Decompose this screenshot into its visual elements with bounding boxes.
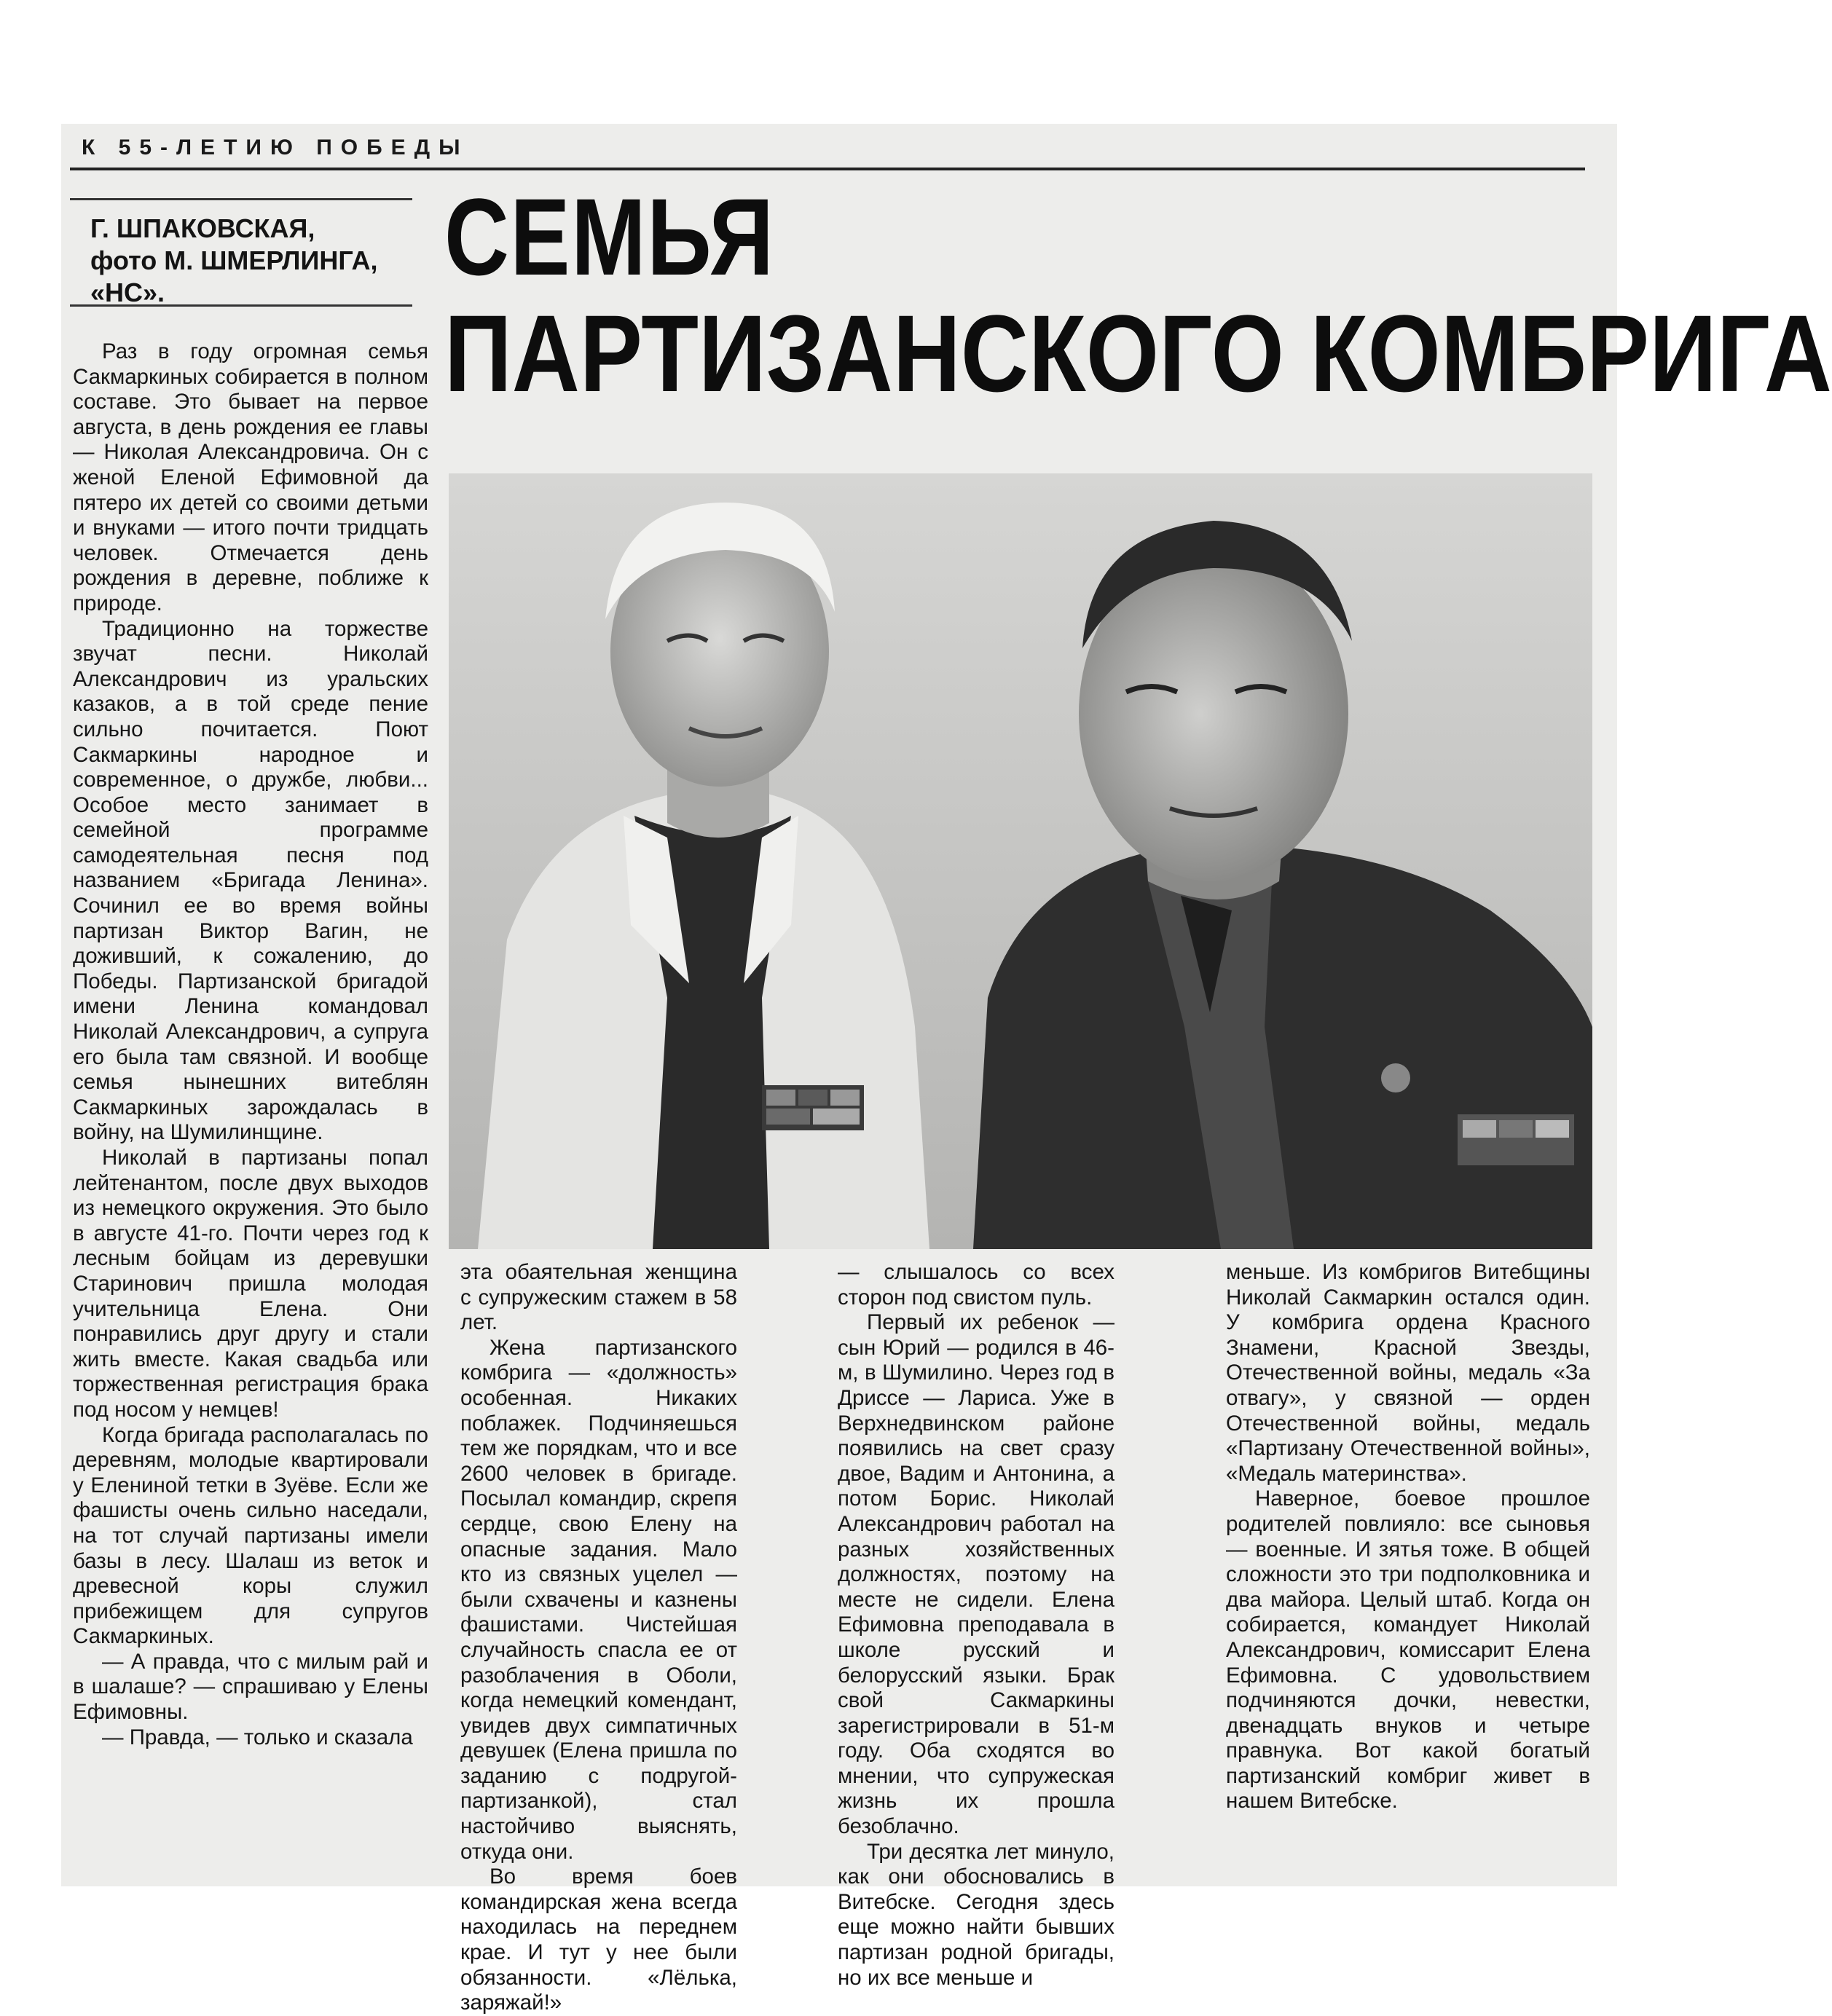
paragraph: Во время боев командирская жена всегда находилась на переднем крае. И тут у нее были обязанности. «Лёлька, заряжай!» xyxy=(460,1865,737,2015)
paragraph: Жена партизанского комбрига — «должность» особенная. Никаких поблажек. Подчиняешься тем же порядкам, что и все 2600 человек в бригаде. Посылал командир, скрепя сердце, свою Елену на опасные задания. Мало кто из связных уцелел — были схвачены и казнены фашистами. Чистейшая случайность спасла ее от разоблачения в Оболи, когда немецкий комендант, увидев двух симпатичных девушек (Елена пришла по заданию с подругой-партизанкой), стал настойчиво выяснять, откуда они. xyxy=(460,1335,737,1864)
paragraph: Когда бригада располагалась по деревням, молодые квартировали у Елениной тетки в Зуёве. Если же фашисты очень сильно наседали, на тот случай партизаны имели базы в лесу. Шалаш из веток и древесной коры служил прибежищем для супругов Сакмаркиных. xyxy=(73,1422,428,1649)
portrait-photo xyxy=(449,473,1592,1249)
byline-author: Г. ШПАКОВСКАЯ, xyxy=(90,213,315,243)
article-column-4 xyxy=(1226,1260,1590,1814)
paragraph: — Правда, — только и сказала xyxy=(102,1725,413,1749)
paragraph: — А правда, что с милым рай и в шалаше? — спрашиваю у Елены Ефимовны. xyxy=(73,1649,428,1725)
article-headline xyxy=(444,176,1832,414)
headline-line-1: СЕМЬЯ xyxy=(444,176,775,298)
paragraph: Раз в году огромная семья Сакмаркиных собирается в полном составе. Это бывает на первое августа, в день рождения ее главы — Николая Александровича. Он с женой Еленой Ефимовной да пятеро их детей со своими детьми и внуками — итого почти тридцать человек. Отмечается день рождения в деревне, поближе к природе. xyxy=(73,339,428,615)
article-column-3 xyxy=(838,1260,1114,1991)
article-column-1 xyxy=(73,339,428,1750)
byline-photo-credit: фото М. ШМЕРЛИНГА, xyxy=(90,245,378,275)
section-rubric: К 55-ЛЕТИЮ ПОБЕДЫ xyxy=(82,135,469,160)
byline-rule-top xyxy=(70,198,412,200)
paragraph: меньше. Из комбригов Витебщины Николай Сакмаркин остался один. У комбрига ордена Красного Знамени, Красной Звезды, Отечественной войны, медаль «За отвагу», у связной — орден Отечественной войны, медаль «Партизану Отечественной войны», «Медаль материнства». xyxy=(1226,1260,1590,1486)
article-column-2 xyxy=(460,1260,737,2016)
byline-rule-bottom xyxy=(70,304,412,307)
portrait-photo-illustration xyxy=(449,473,1592,1249)
header-rule xyxy=(70,168,1585,170)
paragraph: Николай в партизаны попал лейтенантом, после двух выходов из немецкого окружения. Это было в августе 41-го. Почти через год к лесным бойцам из деревушки Старинович пришла молодая учительница Елена. Они понравились друг другу и стали жить вместе. Какая свадьба или торжественная регистрация брака под носом у немцев! xyxy=(73,1146,428,1422)
paragraph: Первый их ребенок — сын Юрий — родился в 46-м, в Шумилино. Через год в Дриссе — Лариса. Уже в Верхнедвинском районе появились на свет сразу двое, Вадим и Антонина, а потом Борис. Николай Александрович работал на разных хозяйственных должностях, поэтому на месте не сидели. Елена Ефимовна преподавала в школе русский и белорусский языки. Брак свой Сакмаркины зарегистрировали в 51-м году. Оба сходятся во мнении, что супружеская жизнь их прошла безоблачно. xyxy=(838,1310,1114,1839)
paragraph: Традиционно на торжестве звучат песни. Николай Александрович из уральских казаков, а в той среде пение сильно почитается. Поют Сакмаркины народное и современное, о дружбе, любви... Особое место занимает в семейной программе самодеятельная песня под названием «Бригада Ленина». Сочинил ее во время войны партизан Виктор Вагин, не доживший, к сожалению, до Победы. Партизанской бригадой имени Ленина командовал Николай Александрович, а супруга его была там связной. И вообще семья нынешних витеблян Сакмаркиных зарождалась в войну, на Шумилинщине. xyxy=(73,616,428,1145)
byline xyxy=(90,213,411,309)
paragraph: — слышалось со всех сторон под свистом пуль. xyxy=(838,1260,1114,1310)
paragraph: эта обаятельная женщина с супружеским стажем в 58 лет. xyxy=(460,1260,737,1335)
byline-source: «НС». xyxy=(90,277,165,307)
paragraph: Наверное, боевое прошлое родителей повлияло: все сыновья — военные. И зятья тоже. В общей сложности это три подполковника и два майора. Целый штаб. Когда он собирается, командует Николай Александрович, комиссарит Елена Ефимовна. С удовольствием подчиняются дочки, невестки, двенадцать внуков и четыре правнука. Вот какой богатый партизанский комбриг живет в нашем Витебске. xyxy=(1226,1487,1590,1814)
paragraph: Три десятка лет минуло, как они обосновались в Витебске. Сегодня здесь еще можно найти бывших партизан родной бригады, но их все меньше и xyxy=(838,1839,1114,1990)
headline-line-2: ПАРТИЗАНСКОГО КОМБРИГА xyxy=(444,292,1832,414)
